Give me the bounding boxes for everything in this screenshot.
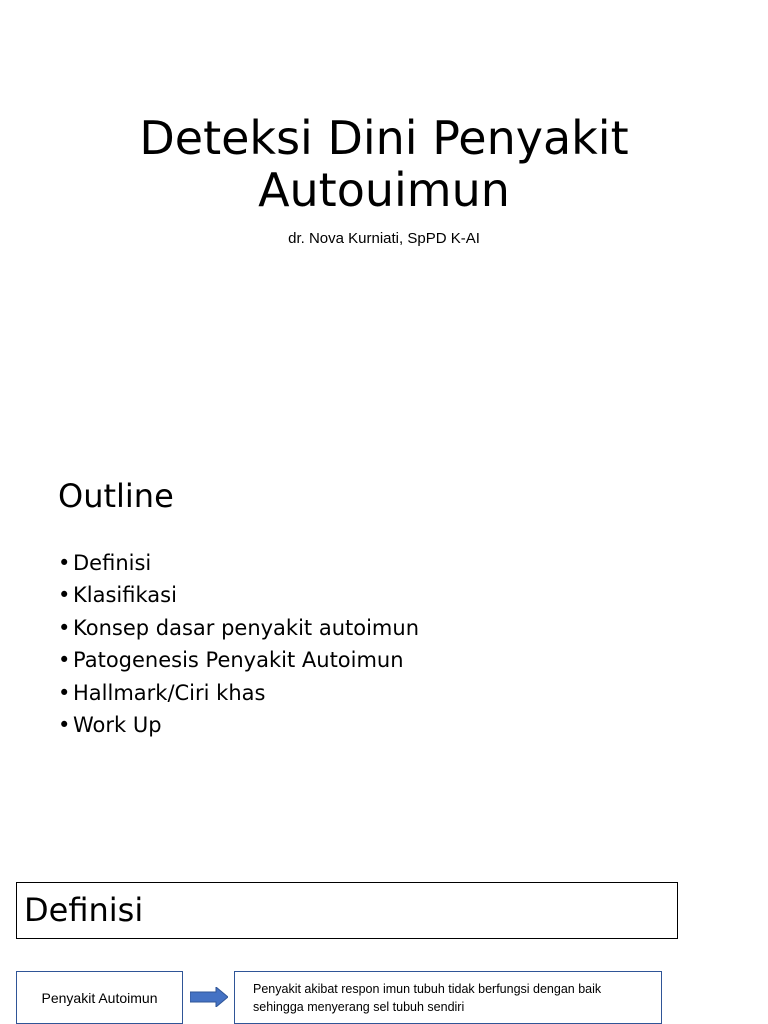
list-item-text: Patogenesis Penyakit Autoimun: [73, 648, 404, 673]
list-item: [58, 612, 419, 644]
definition-box: [234, 971, 662, 1024]
definisi-heading-box: [16, 882, 678, 939]
term-box: [16, 971, 183, 1024]
list-item: [58, 579, 419, 611]
bullet: •: [58, 551, 71, 575]
term-label: Penyakit Autoimun: [41, 989, 158, 1006]
author-subtitle: dr. Nova Kurniati, SpPD K-AI: [288, 230, 480, 247]
outline-list: [58, 547, 419, 741]
list-item: [58, 644, 419, 676]
list-item-text: Definisi: [73, 551, 152, 575]
definisi-heading: Definisi: [24, 891, 144, 929]
bullet: •: [58, 583, 71, 608]
outline-heading: Outline: [58, 477, 174, 515]
list-item: [58, 547, 419, 579]
definition-line-2: sehingga menyerang sel tubuh sendiri: [253, 1000, 465, 1014]
list-item: [58, 677, 419, 709]
definisi-slide: [0, 840, 768, 1024]
list-item-text: Hallmark/Ciri khas: [73, 680, 266, 705]
definition-line-1: Penyakit akibat respon imun tubuh tidak berfungsi dengan baik: [253, 982, 602, 996]
presentation-title: [0, 112, 768, 216]
right-arrow-icon: [190, 987, 228, 1007]
title-slide: [0, 0, 768, 420]
title-line-2: Autouimun: [258, 163, 510, 217]
list-item: [58, 709, 419, 741]
bullet: •: [58, 680, 71, 705]
list-item-text: Work Up: [73, 713, 162, 738]
bullet: •: [58, 648, 71, 673]
title-line-1: Deteksi Dini Penyakit: [139, 111, 629, 165]
bullet: •: [58, 615, 71, 640]
bullet: •: [58, 713, 71, 738]
list-item-text: Klasifikasi: [73, 583, 177, 608]
list-item-text: Konsep dasar penyakit autoimun: [73, 615, 419, 640]
outline-slide: [0, 420, 768, 840]
right-arrow-shape: [190, 987, 228, 1007]
